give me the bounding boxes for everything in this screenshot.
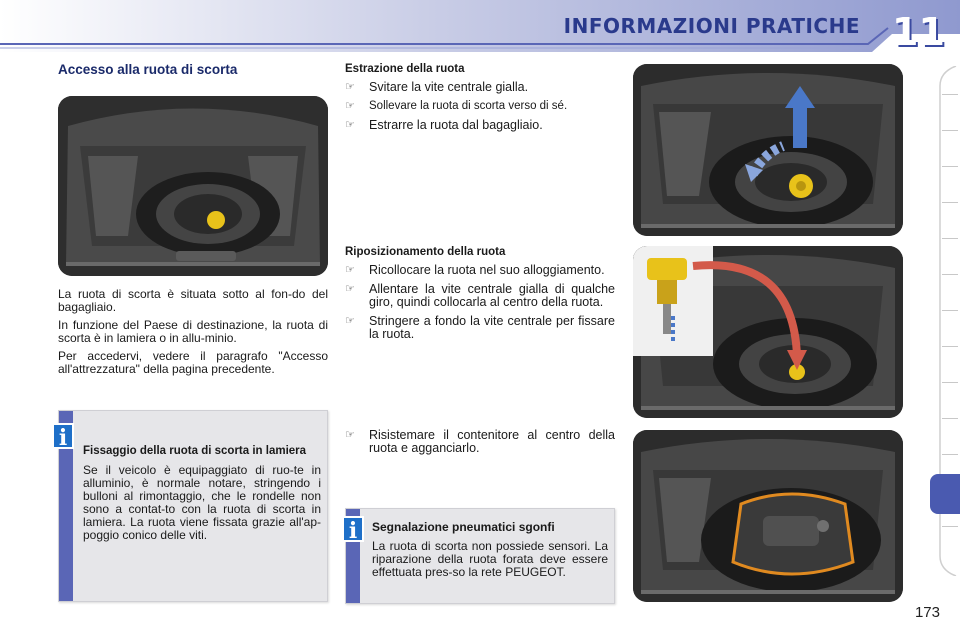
extraction-steps [345, 81, 615, 138]
wheel-extraction-photo [633, 64, 903, 236]
final-step [345, 429, 615, 461]
step-text: Allentare la vite centrale gialla di qualche giro, quindi collocarla al centro della ruota. [369, 282, 615, 309]
wheel-container-photo [633, 430, 903, 602]
list-item [345, 119, 615, 132]
chapter-number: 11 [892, 10, 945, 54]
info-box-content [83, 445, 321, 542]
info-icon: i [342, 516, 364, 542]
list-item [345, 100, 615, 113]
intro-paragraph: In funzione del Paese di destinazione, la ruota di scorta è in lamiera o in allu-minio. [58, 318, 328, 345]
pointing-hand-icon: ☞ [345, 119, 355, 131]
info-box-content [372, 521, 608, 579]
pointing-hand-icon: ☞ [345, 315, 355, 327]
repositioning-heading: Riposizionamento della ruota [345, 246, 506, 258]
step-text: Sollevare la ruota di scorta verso di sé. [369, 100, 568, 112]
pointing-hand-icon: ☞ [345, 283, 355, 295]
trunk-spare-wheel-photo [58, 96, 328, 276]
pointing-hand-icon: ☞ [345, 100, 355, 112]
pointing-hand-icon: ☞ [345, 81, 355, 93]
tab-marker[interactable] [942, 346, 958, 347]
list-item [345, 264, 615, 277]
tab-marker[interactable] [942, 94, 958, 95]
section-title: Accesso alla ruota di scorta [58, 62, 238, 77]
tab-marker[interactable] [942, 382, 958, 383]
chapter-title: INFORMAZIONI PRATICHE [563, 14, 860, 38]
active-chapter-tab[interactable] [930, 474, 960, 514]
info-body: Se il veicolo è equipaggiato di ruo-te in alluminio, è normale notare, stringendo i bulloni al rimontaggio, che le rondelle non sono a contat-to con la ruota di scorta in lamiera. La ruota viene fissata grazie all'ap-poggio conico delle viti. [83, 463, 321, 542]
list-item [345, 283, 615, 309]
tab-marker[interactable] [942, 454, 958, 455]
info-box-tyre-sensors [345, 508, 615, 604]
page-header [0, 0, 960, 55]
page-number: 173 [914, 604, 940, 621]
info-body: La ruota di scorta non possiede sensori. La riparazione della ruota forata deve essere effettuata pres-so la rete PEUGEOT. [372, 539, 608, 579]
info-box-steel-wheel [58, 410, 328, 602]
tab-marker[interactable] [942, 238, 958, 239]
step-text: Stringere a fondo la vite centrale per fissare la ruota. [369, 314, 615, 341]
step-text: Risistemare il contenitore al centro della ruota e agganciarlo. [369, 428, 615, 455]
step-text: Ricollocare la ruota nel suo alloggiamento. [369, 263, 605, 277]
tab-marker[interactable] [942, 130, 958, 131]
intro-paragraph: Per accedervi, vedere il paragrafo "Accesso all'attrezzatura" della pagina precedente. [58, 349, 328, 376]
tab-marker[interactable] [942, 418, 958, 419]
tab-marker[interactable] [942, 166, 958, 167]
tab-marker[interactable] [942, 274, 958, 275]
step-text: Svitare la vite centrale gialla. [369, 80, 529, 94]
repositioning-steps [345, 264, 615, 347]
info-title: Segnalazione pneumatici sgonfi [372, 520, 555, 534]
list-item [345, 315, 615, 341]
tab-marker[interactable] [942, 202, 958, 203]
tab-marker[interactable] [942, 526, 958, 527]
intro-paragraph: La ruota di scorta è situata sotto al fon-do del bagagliaio. [58, 287, 328, 314]
info-title: Fissaggio della ruota di scorta in lamiera [83, 445, 307, 457]
list-item [345, 81, 615, 94]
tab-marker[interactable] [942, 310, 958, 311]
pointing-hand-icon: ☞ [345, 264, 355, 276]
info-icon: i [52, 423, 74, 449]
extraction-heading: Estrazione della ruota [345, 63, 465, 75]
list-item [345, 429, 615, 455]
pointing-hand-icon: ☞ [345, 429, 355, 441]
step-text: Estrarre la ruota dal bagagliaio. [369, 118, 543, 132]
wheel-repositioning-photo [633, 246, 903, 418]
intro-text [58, 288, 328, 381]
